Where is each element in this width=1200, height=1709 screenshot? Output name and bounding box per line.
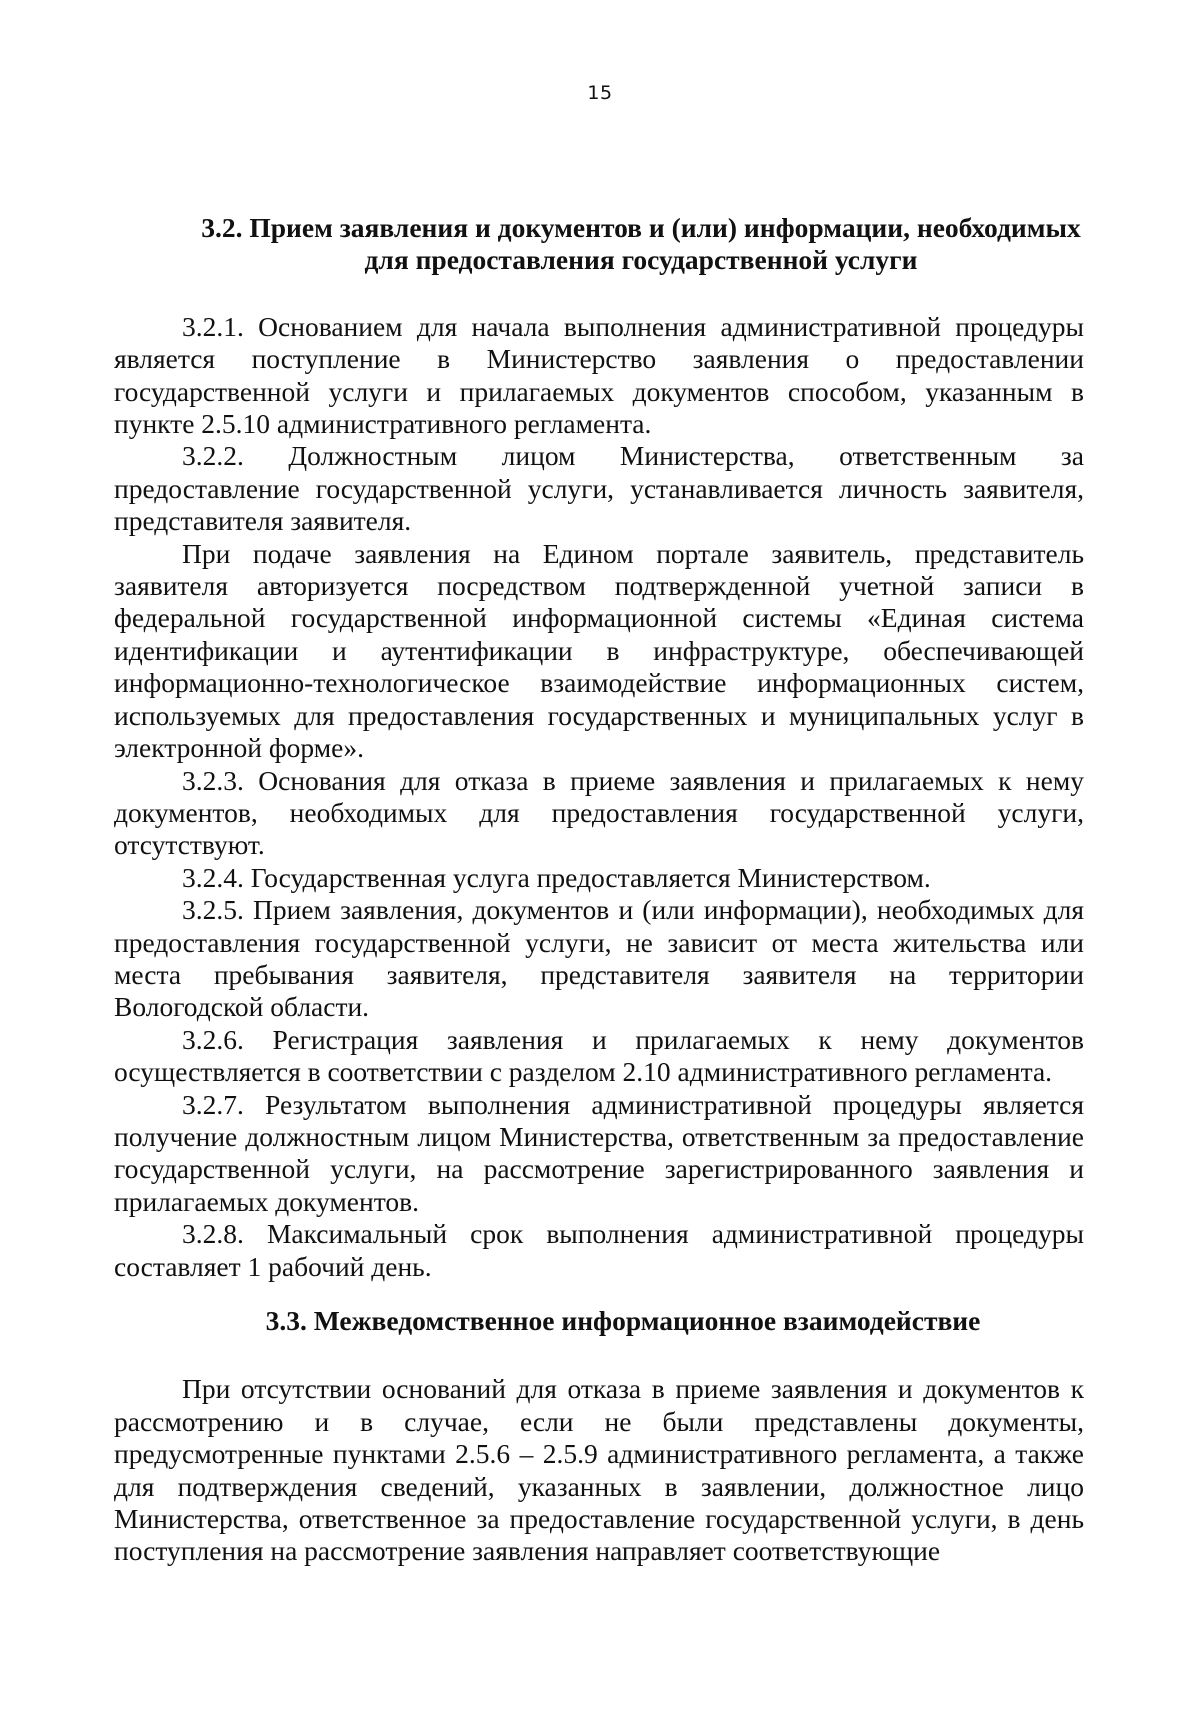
section-3-3-heading: 3.3. Межведомственное информационное взаимодействие: [265, 1305, 981, 1336]
paragraph-3-2-1: 3.2.1. Основанием для начала выполнения административной процедуры является поступление в Министерство заявления о предоставлении государственной услуги и прилагаемых документов способом, указанным в пункте 2.5.10 административного регламента.: [114, 310, 1084, 440]
paragraph-3-2-3: 3.2.3. Основания для отказа в приеме заявления и прилагаемых к нему документов, необходимых для предоставления государственной услуги, отсутствуют.: [114, 764, 1084, 861]
section-3-2-heading-line-2: для предоставления государственной услуги: [364, 244, 918, 276]
paragraph-3-2-4: 3.2.4. Государственная услуга предоставляется Министерством.: [182, 861, 931, 893]
paragraph-3-2-7: 3.2.7. Результатом выполнения административной процедуры является получение должностным лицом Министерства, ответственным за предоставление государственной услуги, на рассмотрение зарегистрированного заявления и прилагаемых документов.: [114, 1088, 1084, 1217]
section-3-2-heading-line-1: 3.2. Прием заявления и документов и (или) информации, необходимых: [201, 212, 1081, 243]
section-3-3: [114, 1305, 1084, 1568]
section-3-2: [114, 212, 1084, 1283]
paragraph-3-3-1: При отсутствии оснований для отказа в приеме заявления и документов к рассмотрению и в случае, если не были представлены документы, предусмотренные пунктами 2.5.6 – 2.5.9 административного регламента, а также для подтверждения сведений, указанных в заявлении, должностное лицо Министерства, ответственное за предоставление государственной услуги, в день поступления на рассмотрение заявления направляет соответствующие: [114, 1373, 1084, 1567]
page-number: 15: [587, 82, 613, 104]
paragraph-3-2-8: 3.2.8. Максимальный срок выполнения административной процедуры составляет 1 рабочий день.: [114, 1218, 1084, 1282]
paragraph-3-2-2-portal: При подаче заявления на Едином портале заявитель, представитель заявителя авторизуется посредством подтвержденной учетной записи в федеральной государственной информационной системы «Единая система идентификации и аутентификации в инфраструктуре, обеспечивающей информационно-технологическое взаимодействие информационных систем, используемых для предоставления государственных и муниципальных услуг в электронной форме».: [114, 537, 1084, 764]
paragraph-3-2-5: 3.2.5. Прием заявления, документов и (или информации), необходимых для предоставления государственной услуги, не зависит от места жительства или места пребывания заявителя, представителя заявителя на территории Вологодской области.: [114, 894, 1084, 1023]
paragraph-3-2-6: 3.2.6. Регистрация заявления и прилагаемых к нему документов осуществляется в соответствии с разделом 2.10 административного регламента.: [114, 1023, 1084, 1088]
document-body: [114, 212, 1084, 1568]
paragraph-3-2-2: 3.2.2. Должностным лицом Министерства, ответственным за предоставление государственной услуги, устанавливается личность заявителя, представителя заявителя.: [114, 440, 1084, 537]
